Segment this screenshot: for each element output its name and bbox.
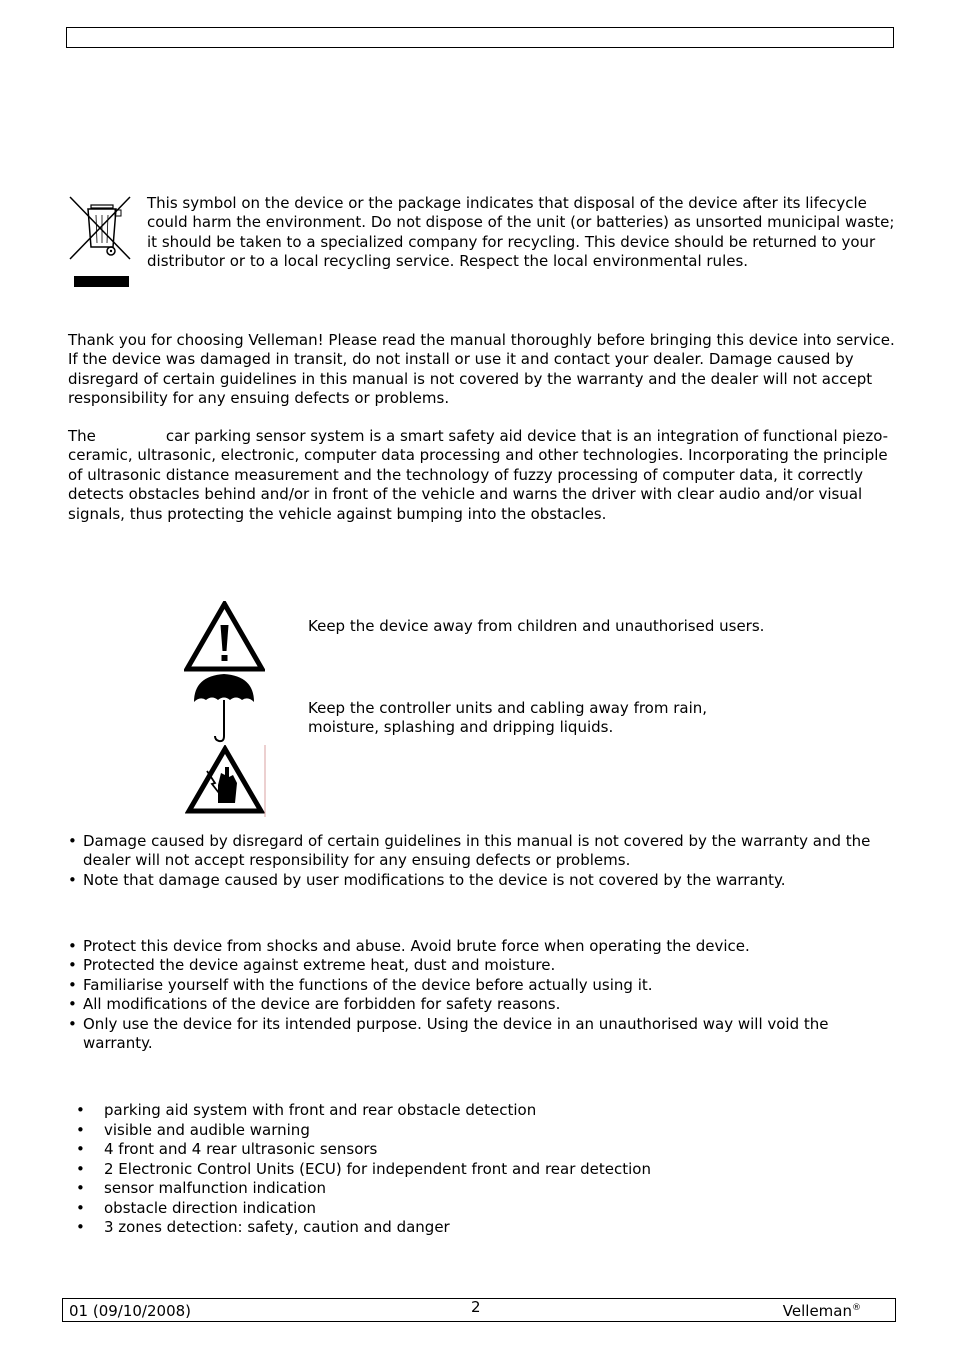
electric-shock-hazard-icon — [185, 745, 267, 817]
list-item: • All modifications of the device are forbidden for safety reasons. — [68, 995, 561, 1014]
registered-mark: ® — [852, 1303, 861, 1313]
list-item: • Protect this device from shocks and abuse. Avoid brute force when operating the device. — [68, 937, 750, 955]
list-item: • sensor malfunction indication — [76, 1179, 327, 1197]
page-footer — [62, 1298, 896, 1322]
list-item: • Damage caused by disregard of certain guidelines in this manual is not covered by the warranty and the dealer will not accept responsibility for any ensuing defects or problems. — [68, 832, 871, 870]
weee-bin-icon — [68, 195, 134, 289]
list-item: • Protected the device against extreme heat, dust and moisture. — [68, 956, 556, 975]
intro-thanks-paragraph: Thank you for choosing Velleman! Please read the manual thoroughly before bringing this device into service. If the device was damaged in transit, do not install or use it and contact your dealer. Damage caused by disregard of certain guidelines in this manual is not covered by the warranty and the dealer will not accept responsibility for any ensuing defects or problems. — [68, 331, 895, 408]
list-item: • Only use the device for its intended purpose. Using the device in an unauthorised way will void the warranty. — [68, 1014, 829, 1053]
umbrella-icon — [192, 672, 256, 744]
warranty-notes-list — [68, 832, 898, 890]
safety-warning-children: Keep the device away from children and unauthorised users. — [308, 617, 765, 635]
safety-warning-moisture: Keep the controller units and cabling away from rain, moisture, splashing and dripping liquids. — [308, 699, 708, 737]
list-item: • obstacle direction indication — [76, 1198, 317, 1217]
list-item: • 2 Electronic Control Units (ECU) for independent front and rear detection — [76, 1159, 651, 1178]
footer-brand: Velleman® — [782, 1302, 861, 1320]
footer-page-number: 2 — [471, 1298, 481, 1316]
list-item: • 3 zones detection: safety, caution and danger — [76, 1218, 450, 1236]
list-item: • Familiarise yourself with the functions of the device before actually using it. — [68, 975, 653, 994]
description-prefix: The — [68, 427, 96, 445]
description-body: car parking sensor system is a smart safety aid device that is an integration of functional piezo-ceramic, ultrasonic, electronic, computer data processing and other technologies. Incorporating the principle of ultrasonic distance measurement and the technology of fuzzy processing of computer data, it correctly detects obstacles behind and/or in front of the vehicle and warns the driver with clear audio and/or visual signals, thus protecting the vehicle against bumping into the obstacles. — [68, 427, 889, 523]
general-guidelines-list — [68, 937, 898, 1053]
list-item: • visible and audible warning — [76, 1120, 310, 1139]
header-box — [66, 27, 894, 48]
footer-revision: 01 (09/10/2008) — [69, 1302, 192, 1320]
warning-triangle-icon — [184, 601, 265, 672]
weee-disposal-text: This symbol on the device or the package indicates that disposal of the device after its lifecycle could harm the environment. Do not dispose of the unit (or batteries) as unsorted municipal waste; it should be taken to a specialized company for recycling. This device should be returned to your distributor or to a local recycling service. Respect the local environmental rules. — [147, 194, 895, 271]
list-item: • 4 front and 4 rear ultrasonic sensors — [76, 1140, 378, 1158]
intro-description-paragraph — [68, 427, 898, 524]
features-list — [68, 1101, 898, 1238]
list-item: • parking aid system with front and rear obstacle detection — [76, 1101, 537, 1119]
list-item: • Note that damage caused by user modifications to the device is not covered by the warranty. — [68, 870, 786, 889]
